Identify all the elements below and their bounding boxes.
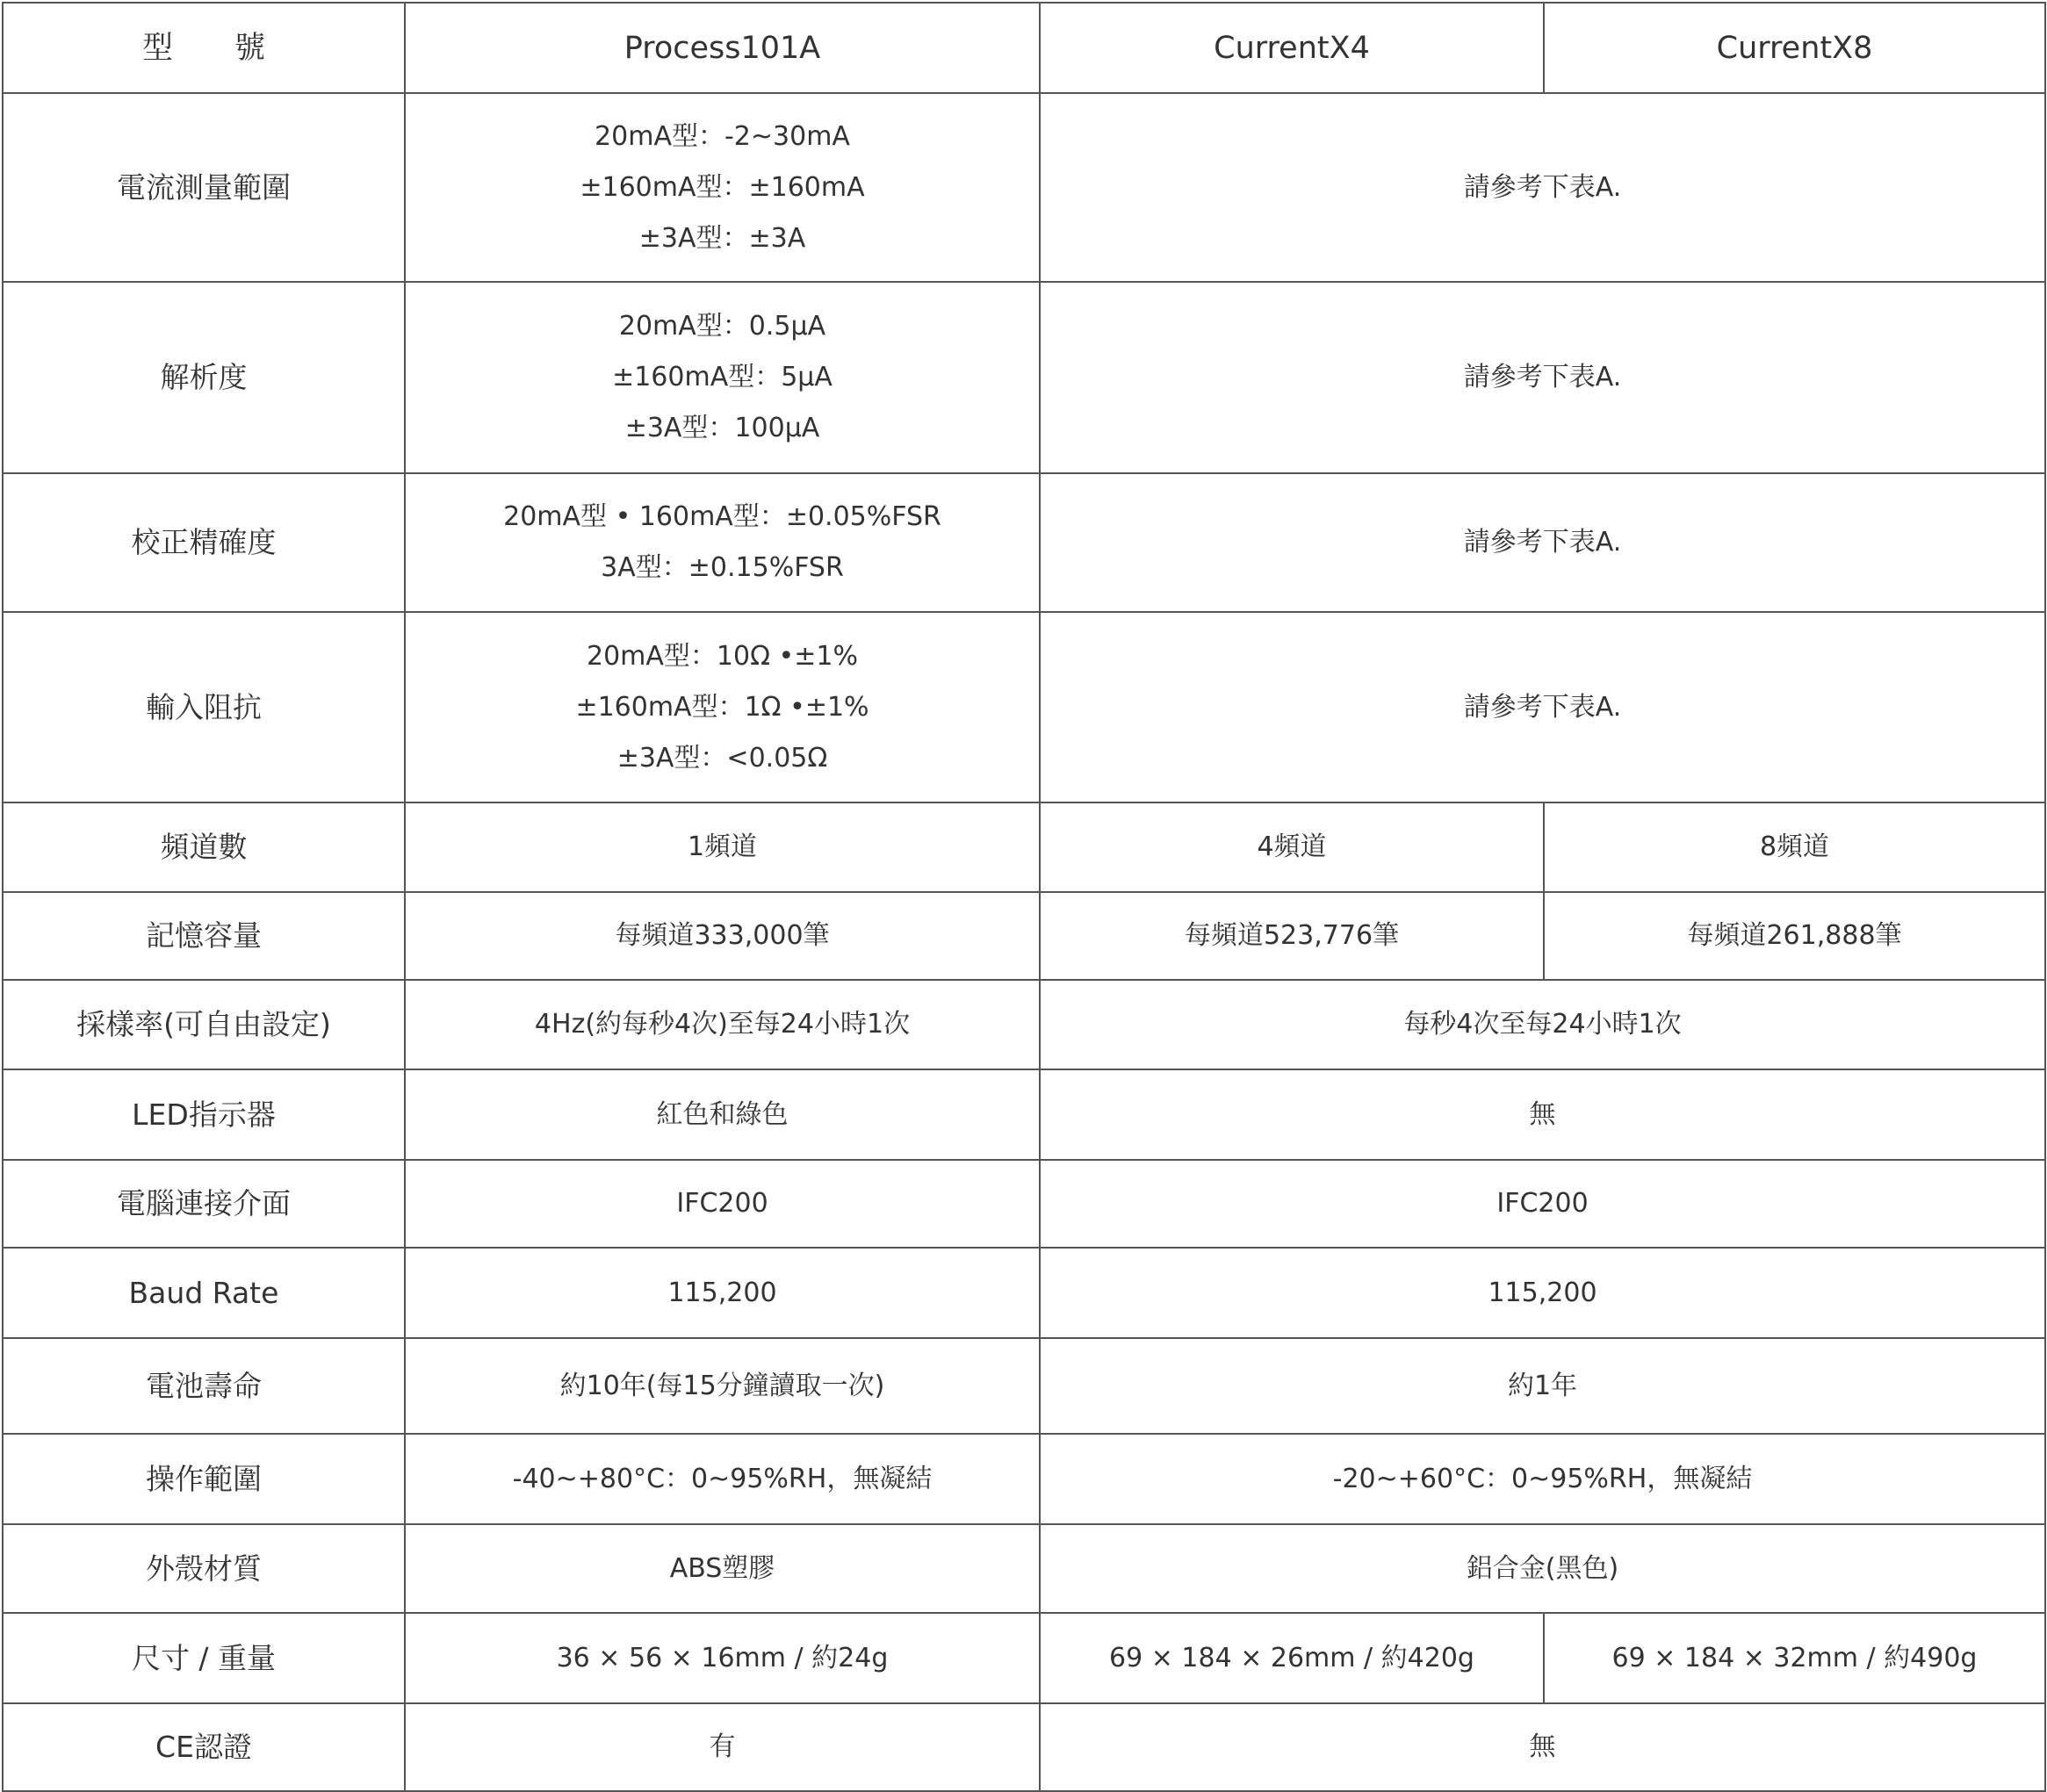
- table-row: [3, 1248, 2045, 1338]
- currentx-value: 115,200: [1040, 1248, 2045, 1338]
- model-currentx4: CurrentX4: [1040, 3, 1544, 93]
- process101a-value: [405, 473, 1040, 612]
- process101a-value: 115,200: [405, 1248, 1040, 1338]
- value-line: 20mA型 • 160mA型：±0.05%FSR: [503, 501, 941, 532]
- currentx-value: 請參考下表A.: [1040, 93, 2045, 282]
- process101a-value: 有: [405, 1703, 1040, 1791]
- value-line: 20mA型：10Ω •±1%: [587, 640, 858, 672]
- spec-table: [2, 2, 2046, 1792]
- row-label: CE認證: [3, 1703, 405, 1791]
- row-label: 電流測量範圍: [3, 93, 405, 282]
- value-line: ±3A型：<0.05Ω: [616, 742, 828, 774]
- value-line: ±160mA型：5μA: [612, 362, 832, 392]
- row-label: 頻道數: [3, 802, 405, 892]
- row-label: 尺寸 / 重量: [3, 1613, 405, 1703]
- table-row: [3, 980, 2045, 1069]
- table-row: [3, 1703, 2045, 1791]
- row-label: 解析度: [3, 282, 405, 473]
- table-row: [3, 892, 2045, 980]
- row-label: 外殼材質: [3, 1524, 405, 1613]
- row-label: 校正精確度: [3, 473, 405, 612]
- table-row: [3, 1160, 2045, 1248]
- table-row: [3, 93, 2045, 282]
- table-row: [3, 1613, 2045, 1703]
- table-row: [3, 1524, 2045, 1613]
- table-row: [3, 1338, 2045, 1434]
- value-line: ±3A型：±3A: [638, 222, 806, 254]
- row-label: 電池壽命: [3, 1338, 405, 1434]
- header-row: [3, 3, 2045, 93]
- currentx-value: 鋁合金(黑色): [1040, 1524, 2045, 1613]
- process101a-value: [405, 93, 1040, 282]
- model-currentx8: CurrentX8: [1544, 3, 2045, 93]
- row-label: 操作範圍: [3, 1434, 405, 1524]
- value-line: 20mA型：-2~30mA: [595, 120, 850, 152]
- process101a-value: 4Hz(約每秒4次)至每24小時1次: [405, 980, 1040, 1069]
- process101a-value: [405, 612, 1040, 802]
- value-line: ±160mA型：±160mA: [580, 171, 865, 203]
- currentx-value: 無: [1040, 1069, 2045, 1160]
- process101a-value: 36 × 56 × 16mm / 約24g: [405, 1613, 1040, 1703]
- process101a-value: 紅色和綠色: [405, 1069, 1040, 1160]
- currentx-value: 請參考下表A.: [1040, 282, 2045, 473]
- value-line: ±3A型：100μA: [624, 413, 820, 443]
- value-line: 20mA型：0.5μA: [618, 311, 826, 342]
- process101a-value: 每頻道333,000筆: [405, 892, 1040, 980]
- table-row: [3, 1434, 2045, 1524]
- row-label: Baud Rate: [3, 1248, 405, 1338]
- row-label: 輸入阻抗: [3, 612, 405, 802]
- process101a-value: [405, 282, 1040, 473]
- process101a-value: 1頻道: [405, 802, 1040, 892]
- currentx8-value: 每頻道261,888筆: [1544, 892, 2045, 980]
- value-line: 3A型：±0.15%FSR: [601, 552, 844, 583]
- currentx8-value: 8頻道: [1544, 802, 2045, 892]
- process101a-value: IFC200: [405, 1160, 1040, 1248]
- process101a-value: ABS塑膠: [405, 1524, 1040, 1613]
- currentx-value: 請參考下表A.: [1040, 473, 2045, 612]
- row-label: 電腦連接介面: [3, 1160, 405, 1248]
- currentx4-value: 4頻道: [1040, 802, 1544, 892]
- model-header-label: 型 號: [3, 3, 405, 93]
- row-label: LED指示器: [3, 1069, 405, 1160]
- currentx4-value: 69 × 184 × 26mm / 約420g: [1040, 1613, 1544, 1703]
- currentx-value: 每秒4次至每24小時1次: [1040, 980, 2045, 1069]
- currentx-value: 請參考下表A.: [1040, 612, 2045, 802]
- currentx-value: 無: [1040, 1703, 2045, 1791]
- currentx-value: 約1年: [1040, 1338, 2045, 1434]
- currentx4-value: 每頻道523,776筆: [1040, 892, 1544, 980]
- process101a-value: -40~+80°C：0~95%RH，無凝結: [405, 1434, 1040, 1524]
- value-line: ±160mA型：1Ω •±1%: [575, 691, 869, 723]
- row-label: 採樣率(可自由設定): [3, 980, 405, 1069]
- currentx-value: IFC200: [1040, 1160, 2045, 1248]
- currentx-value: -20~+60°C：0~95%RH，無凝結: [1040, 1434, 2045, 1524]
- currentx8-value: 69 × 184 × 32mm / 約490g: [1544, 1613, 2045, 1703]
- table-row: [3, 612, 2045, 802]
- process101a-value: 約10年(每15分鐘讀取一次): [405, 1338, 1040, 1434]
- table-row: [3, 282, 2045, 473]
- table-row: [3, 473, 2045, 612]
- row-label: 記憶容量: [3, 892, 405, 980]
- table-row: [3, 1069, 2045, 1160]
- table-row: [3, 802, 2045, 892]
- model-process101a: Process101A: [405, 3, 1040, 93]
